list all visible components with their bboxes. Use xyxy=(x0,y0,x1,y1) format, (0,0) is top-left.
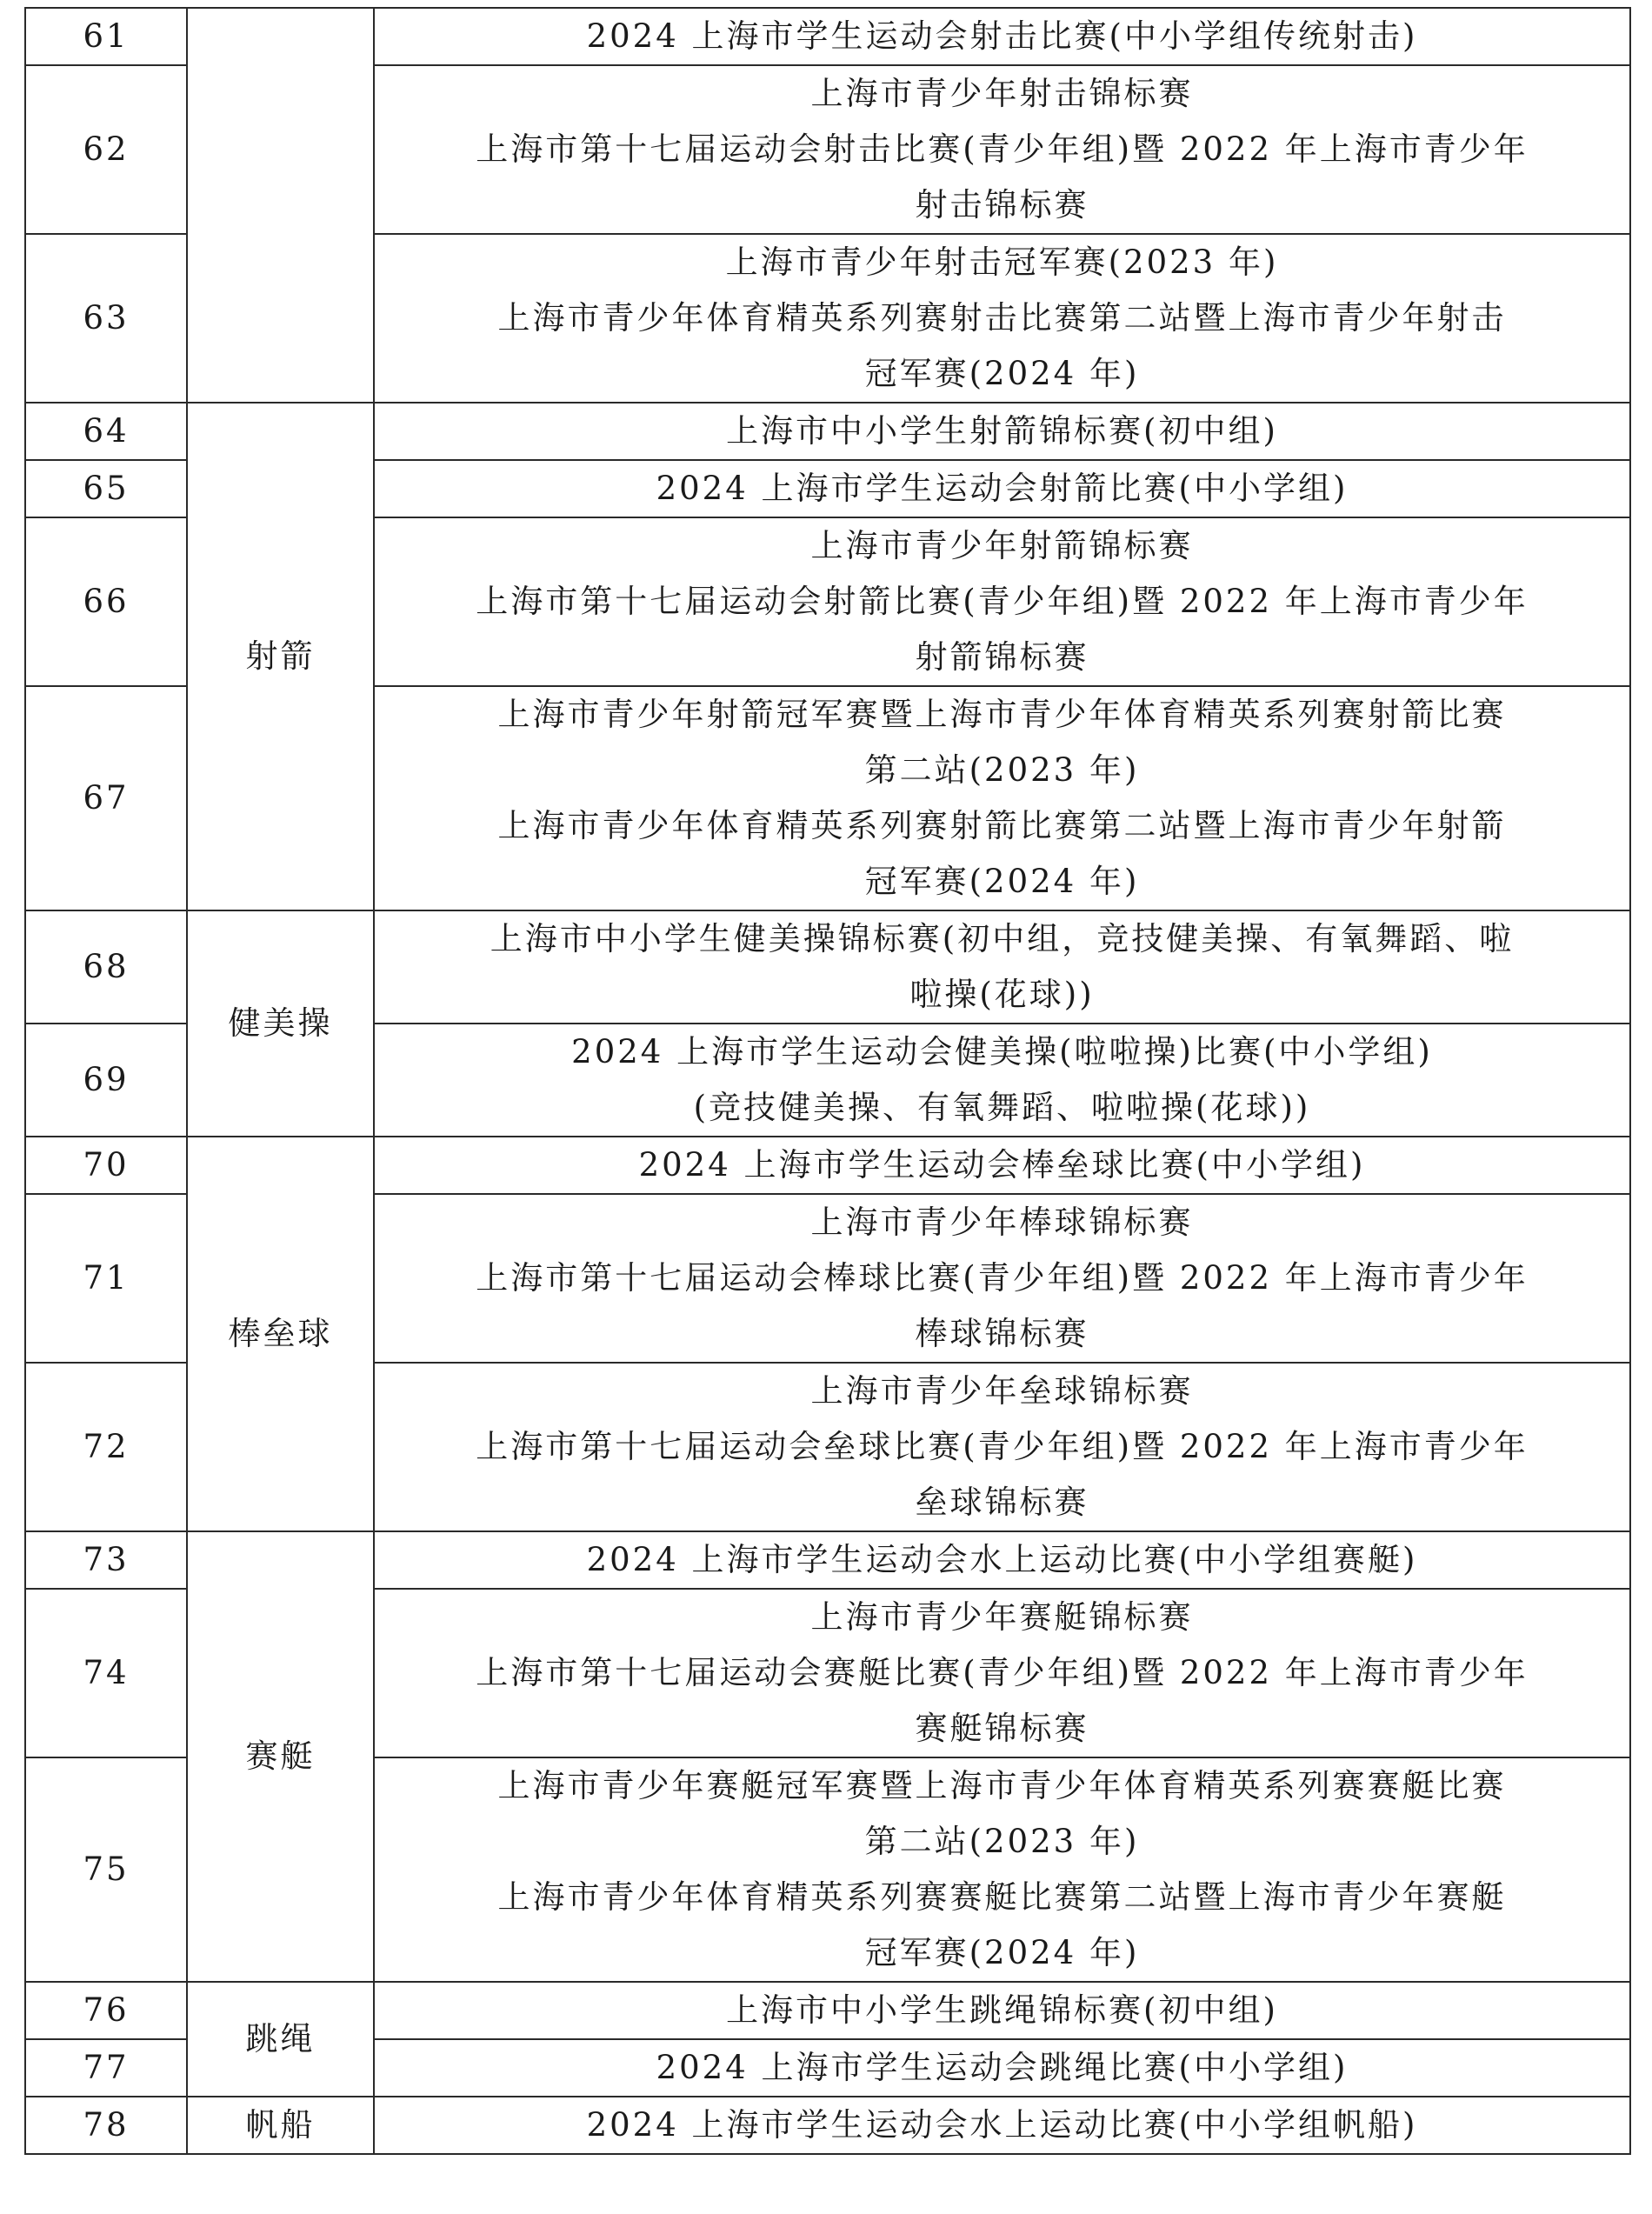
row-number: 62 xyxy=(25,65,187,234)
sport-category xyxy=(187,8,374,403)
competition-name-line: 上海市青少年棒球锦标赛 xyxy=(810,1204,1194,1241)
competition-name-line: 上海市第十七届运动会垒球比赛(青少年组)暨 2022 年上海市青少年 xyxy=(476,1428,1529,1465)
table-row xyxy=(25,910,1630,1024)
row-number: 68 xyxy=(25,910,187,1024)
competition-name-line: 棒球锦标赛 xyxy=(915,1315,1089,1352)
competition-name-line: 冠军赛(2024 年) xyxy=(864,863,1140,900)
row-number: 76 xyxy=(25,1982,187,2039)
competition-name-line: 2024 上海市学生运动会射箭比赛(中小学组) xyxy=(656,470,1349,507)
competition-name-line: 上海市中小学生射箭锦标赛(初中组) xyxy=(726,412,1278,450)
competition-name-line: 上海市青少年赛艇冠军赛暨上海市青少年体育精英系列赛赛艇比赛 xyxy=(497,1767,1507,1804)
competition-name-line: 上海市青少年射击锦标赛 xyxy=(810,75,1194,112)
row-number: 66 xyxy=(25,517,187,686)
competition-name-line: 上海市青少年射击冠军赛(2023 年) xyxy=(725,243,1279,281)
competition-name-line: 冠军赛(2024 年) xyxy=(864,355,1140,392)
table-row xyxy=(25,1531,1630,1589)
competition-name-line: 冠军赛(2024 年) xyxy=(864,1934,1140,1971)
competition-name xyxy=(374,403,1630,460)
competition-name xyxy=(374,1363,1630,1531)
competition-name xyxy=(374,1982,1630,2039)
row-number: 64 xyxy=(25,403,187,460)
competition-name-line: 赛艇锦标赛 xyxy=(915,1710,1089,1747)
row-number: 75 xyxy=(25,1757,187,1982)
competition-name-line: 第二站(2023 年) xyxy=(864,1823,1140,1860)
row-number: 72 xyxy=(25,1363,187,1531)
row-number: 77 xyxy=(25,2039,187,2097)
competition-name xyxy=(374,8,1630,65)
table-row xyxy=(25,403,1630,460)
competition-name xyxy=(374,65,1630,234)
competition-name xyxy=(374,1194,1630,1363)
row-number: 67 xyxy=(25,686,187,910)
competition-name-line: 垒球锦标赛 xyxy=(915,1484,1089,1521)
competition-name xyxy=(374,234,1630,403)
row-number: 71 xyxy=(25,1194,187,1363)
table-row xyxy=(25,1137,1630,1194)
competition-name-line: 上海市青少年射箭锦标赛 xyxy=(810,527,1194,564)
competition-name xyxy=(374,1024,1630,1137)
row-number: 69 xyxy=(25,1024,187,1137)
competition-name-line: 2024 上海市学生运动会射击比赛(中小学组传统射击) xyxy=(586,17,1418,55)
competition-name-line: 上海市第十七届运动会射击比赛(青少年组)暨 2022 年上海市青少年 xyxy=(476,130,1529,168)
competition-name-line: 上海市青少年体育精英系列赛赛艇比赛第二站暨上海市青少年赛艇 xyxy=(497,1878,1507,1916)
competition-name-line: 上海市第十七届运动会射箭比赛(青少年组)暨 2022 年上海市青少年 xyxy=(476,583,1529,620)
competition-name-line: 上海市青少年垒球锦标赛 xyxy=(810,1372,1194,1410)
competition-name-line: 上海市中小学生健美操锦标赛(初中组，竞技健美操、有氧舞蹈、啦 xyxy=(490,920,1515,957)
competition-name-line: 2024 上海市学生运动会棒垒球比赛(中小学组) xyxy=(638,1146,1366,1184)
competition-name xyxy=(374,910,1630,1024)
competition-name-line: 上海市青少年赛艇锦标赛 xyxy=(810,1598,1194,1636)
row-number: 74 xyxy=(25,1589,187,1757)
row-number: 63 xyxy=(25,234,187,403)
competition-name-line: 射箭锦标赛 xyxy=(915,638,1089,676)
competition-name-line: 2024 上海市学生运动会水上运动比赛(中小学组赛艇) xyxy=(586,1541,1418,1578)
competition-name-line: (竞技健美操、有氧舞蹈、啦啦操(花球)) xyxy=(693,1089,1311,1126)
competition-name-line: 啦操(花球)) xyxy=(909,976,1095,1013)
row-number: 73 xyxy=(25,1531,187,1589)
competition-name xyxy=(374,1137,1630,1194)
competition-name xyxy=(374,517,1630,686)
competition-name-line: 上海市青少年体育精英系列赛射箭比赛第二站暨上海市青少年射箭 xyxy=(497,807,1507,844)
row-number: 65 xyxy=(25,460,187,517)
table-row xyxy=(25,1982,1630,2039)
competition-name-line: 2024 上海市学生运动会健美操(啦啦操)比赛(中小学组) xyxy=(571,1033,1433,1070)
competition-name-line: 第二站(2023 年) xyxy=(864,751,1140,789)
row-number: 78 xyxy=(25,2097,187,2154)
table-body xyxy=(25,8,1630,2154)
table-row xyxy=(25,8,1630,65)
competition-name-line: 射击锦标赛 xyxy=(915,186,1089,223)
sport-category: 射箭 xyxy=(187,403,374,910)
competition-name-line: 上海市青少年射箭冠军赛暨上海市青少年体育精英系列赛射箭比赛 xyxy=(497,696,1507,733)
competition-name-line: 2024 上海市学生运动会水上运动比赛(中小学组帆船) xyxy=(586,2106,1418,2144)
competition-name-line: 上海市青少年体育精英系列赛射击比赛第二站暨上海市青少年射击 xyxy=(497,299,1507,337)
competition-name xyxy=(374,1531,1630,1589)
table-row xyxy=(25,2097,1630,2154)
row-number: 70 xyxy=(25,1137,187,1194)
competition-name xyxy=(374,2039,1630,2097)
competition-table xyxy=(24,7,1631,2155)
competition-name xyxy=(374,460,1630,517)
sport-category: 跳绳 xyxy=(187,1982,374,2097)
competition-name-line: 上海市第十七届运动会赛艇比赛(青少年组)暨 2022 年上海市青少年 xyxy=(476,1654,1529,1691)
sport-category: 赛艇 xyxy=(187,1531,374,1982)
sport-category: 健美操 xyxy=(187,910,374,1137)
competition-name-line: 上海市中小学生跳绳锦标赛(初中组) xyxy=(726,1991,1278,2029)
competition-name xyxy=(374,2097,1630,2154)
competition-name xyxy=(374,1757,1630,1982)
sport-category: 帆船 xyxy=(187,2097,374,2154)
competition-name-line: 2024 上海市学生运动会跳绳比赛(中小学组) xyxy=(656,2049,1349,2086)
competition-name xyxy=(374,686,1630,910)
competition-name xyxy=(374,1589,1630,1757)
sport-category: 棒垒球 xyxy=(187,1137,374,1531)
competition-name-line: 上海市第十七届运动会棒球比赛(青少年组)暨 2022 年上海市青少年 xyxy=(476,1259,1529,1297)
row-number: 61 xyxy=(25,8,187,65)
